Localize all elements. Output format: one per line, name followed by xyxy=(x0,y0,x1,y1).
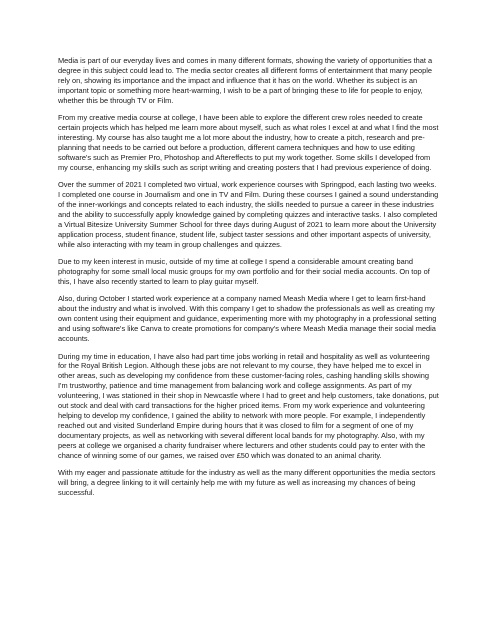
paragraph-music-interest: Due to my keen interest in music, outside of my time at college I spend a considerable amount creating band photography for some small local music groups for my own portfolio and for their social media accounts. On top of this, I have also recently started to learn to play guitar myself. xyxy=(58,257,430,286)
paragraph-college-course: From my creative media course at college, I have been able to explore the different crew roles needed to create certain projects which has helped me learn more about myself, such as what roles I excel at and what I find the most interesting. My course has also taught me a lot more about the industry, how to create a pitch, research and pre-planning that needs to be carried out before a production, different camera techniques and how to use editing software's such as Premier Pro, Photoshop and Aftereffects to put my work together. Some skills I developed from my course, enhancing my skills such as script writing and creating posters that I had previous experience of doing. xyxy=(58,113,439,172)
paragraph-intro: Media is part of our everyday lives and comes in many different formats, showing the variety of opportunities that a degree in this subject could lead to. The media sector creates all different forms of entertainment that many people rely on, showing its importance and the impact and influence that it has on the world. Whether its subject is an important topic or something more heart-warming, I wish to be a part of bringing these to life for people to enjoy, whether this be through TV or Film. xyxy=(58,56,433,105)
document-page xyxy=(58,56,440,505)
paragraph-part-time-jobs: During my time in education, I have also had part time jobs working in retail and hospitality as well as volunteering for the Royal British Legion. Although these jobs are not relevant to my course, they have helped me to excel in other areas, such as developing my confidence from these customer-facing roles, cashing handling skills showing I'm trustworthy, patience and time management from balancing work and college assignments. As part of my volunteering, I was stationed in their shop in Newcastle where I had to greet and help customers, take donations, put out stock and deal with card transactions for the higher priced items. From my work experience and volunteering helping to develop my confidence, I gained the ability to network with more people. For example, I independently reached out and visited Sunderland Empire during hours that it was closed to film for a segment of one of my documentary projects, as well as networking with several different local bands for my photography. Also, with my peers at college we organised a charity fundraiser where lecturers and other students could pay to enter with the chance of winning some of our games, we raised over £50 which was donated to an animal charity. xyxy=(58,351,439,460)
paragraph-conclusion: With my eager and passionate attitude for the industry as well as the many different opportunities the media sectors will bring, a degree linking to it will certainly help me with my future as well as increasing my chances of being successful. xyxy=(58,468,436,497)
paragraph-work-experience-springpod: Over the summer of 2021 I completed two virtual, work experience courses with Springpod, each lasting two weeks. I completed one course in Journalism and one in TV and Film. During these courses I gained a sound understanding of the inner-workings and concepts related to each industry, the skills needed to pursue a career in these industries and the ability to successfully apply knowledge gained by completing quizzes and interactive tasks. I also completed a Virtual Bitesize University Summer School for three days during August of 2021 to learn more about the University application process, student finance, student life, subject taster sessions and other important aspects of university, while also interacting with my team in group challenges and quizzes. xyxy=(58,180,439,249)
paragraph-meash-media: Also, during October I started work experience at a company named Meash Media where I get to learn first-hand about the industry and what is involved. With this company I get to shadow the professionals as well as creating my own content using their equipment and guidance, experimenting more with my photography in a professional setting and using software's like Canva to create promotions for company's where Meash Media manage their social media accounts. xyxy=(58,294,437,344)
